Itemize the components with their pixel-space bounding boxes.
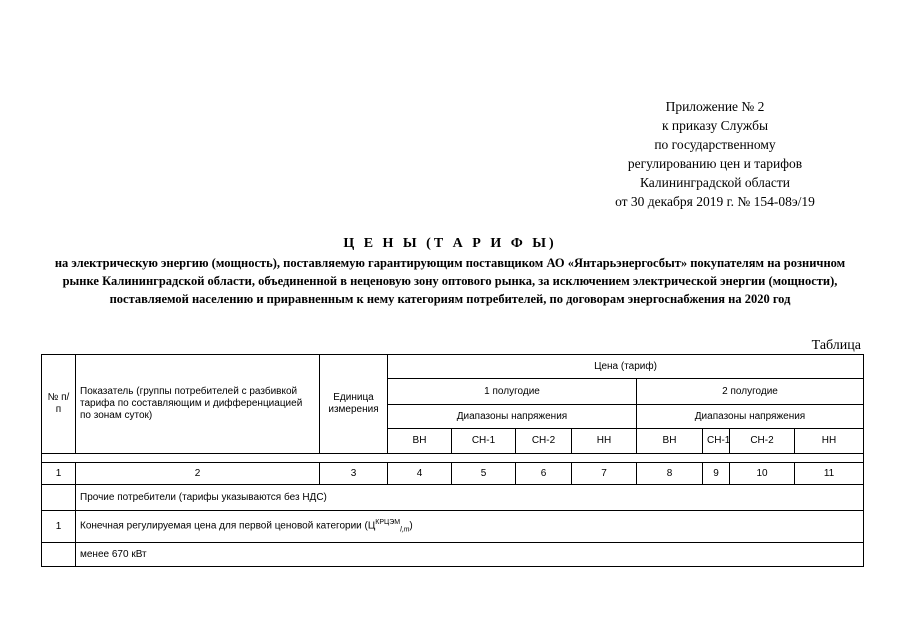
column-number: 4	[388, 463, 452, 485]
table-label: Таблица	[811, 338, 861, 353]
header-ranges2: Диапазоны напряжения	[637, 405, 864, 429]
appendix-block	[585, 97, 845, 211]
column-number: 5	[452, 463, 516, 485]
tariff-table	[41, 354, 864, 567]
header-half2: 2 полугодие	[637, 379, 864, 405]
appendix-line: Калининградской области	[639, 175, 791, 190]
appendix-line: регулированию цен и тарифов	[627, 156, 803, 171]
formula-subscript: l,m	[400, 526, 410, 534]
appendix-line: к приказу Службы	[661, 118, 769, 133]
appendix-line: от 30 декабря 2019 г. № 154-08э/19	[615, 194, 815, 209]
column-number: 7	[572, 463, 637, 485]
column-number: 6	[516, 463, 572, 485]
row-capacity: менее 670 кВт	[76, 543, 864, 567]
voltage-header: НН	[795, 429, 864, 454]
row-num-empty	[42, 543, 76, 567]
column-number: 2	[76, 463, 320, 485]
voltage-header: НН	[572, 429, 637, 454]
column-number: 1	[42, 463, 76, 485]
voltage-header: СН-2	[730, 429, 795, 454]
column-number: 11	[795, 463, 864, 485]
header-indicator: Показатель (группы потребителей с разбивкой тарифа по составляющим и дифференциацией по зонам суток)	[76, 355, 320, 454]
section-title: Прочие потребители (тарифы указываются без НДС)	[76, 485, 864, 511]
row-num: 1	[42, 511, 76, 543]
voltage-header: СН-1	[703, 429, 730, 454]
row-final-price	[76, 511, 864, 543]
section-num-cell	[42, 485, 76, 511]
appendix-line: Приложение № 2	[665, 99, 765, 114]
appendix-line: по государственному	[654, 137, 776, 152]
formula-superscript: КРЦЭМ	[375, 518, 401, 526]
row-final-price-text: Конечная регулируемая цена для первой ценовой категории (Ц	[80, 520, 376, 532]
header-price: Цена (тариф)	[388, 355, 864, 379]
voltage-header: ВН	[388, 429, 452, 454]
document-heading	[40, 236, 860, 308]
header-unit: Единица измерения	[320, 355, 388, 454]
header-num: № п/п	[42, 355, 76, 454]
header-ranges1: Диапазоны напряжения	[388, 405, 637, 429]
header-half1: 1 полугодие	[388, 379, 637, 405]
document-subtitle: на электрическую энергию (мощность), поставляемую гарантирующим поставщиком АО «Янтарьэнергосбыт» покупателям на розничном рынке Калининградской области, объединенной в неценовую зону оптового рынка, за исключением электрической энергии (мощности), поставляемой населению и приравненным к нему категориям потребителей, по договорам энергоснабжения на 2020 год	[54, 256, 846, 306]
document-title: Ц Е Н Ы (Т А Р И Ф Ы)	[343, 236, 557, 251]
voltage-header: ВН	[637, 429, 703, 454]
formula-close: )	[409, 520, 413, 532]
column-number: 10	[730, 463, 795, 485]
column-number: 9	[703, 463, 730, 485]
voltage-header: СН-1	[452, 429, 516, 454]
column-number: 8	[637, 463, 703, 485]
voltage-header: СН-2	[516, 429, 572, 454]
column-number: 3	[320, 463, 388, 485]
